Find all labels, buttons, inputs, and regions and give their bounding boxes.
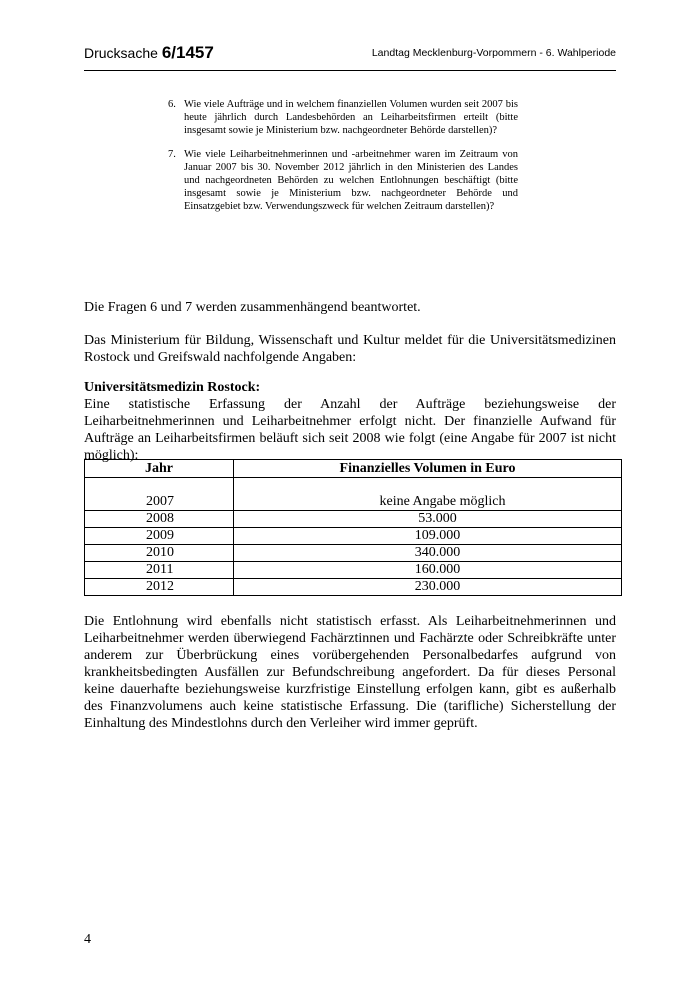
year-cell: 2012 <box>85 579 234 596</box>
question-text: Wie viele Aufträge und in welchem finanziellen Volumen wurden seit 2007 bis heute jährlich durch Landesbehörden an Leiharbeitsfirmen erteilt (bitte insgesamt sowie je Ministerium bzw. nachgeordneter Behörde darstellen)? <box>184 99 518 137</box>
year-cell: 2010 <box>85 545 234 562</box>
question-item <box>168 148 518 214</box>
financial-volume-table <box>84 459 622 596</box>
year-cell: 2009 <box>85 528 234 545</box>
amount-cell: 160.000 <box>234 562 622 579</box>
column-header-year: Jahr <box>85 460 234 478</box>
rostock-paragraph: Eine statistische Erfassung der Anzahl der Aufträge beziehungsweise der Leiharbeitnehmerinnen und Leiharbeitnehmer erfolgt nicht. Der finanzielle Aufwand für Aufträge an Leiharbeitsfirmen beläuft sich seit 2008 wie folgt (eine Angabe für 2007 ist nicht möglich): <box>84 397 616 463</box>
amount-cell: 340.000 <box>234 545 622 562</box>
question-text: Wie viele Leiharbeitnehmerinnen und -arbeitnehmer waren im Zeitraum von Januar 2007 bis 30. November 2012 jährlich in den Ministerien des Landes und nachgeordneten Behörden zu welchen Entlohnungen beschäftigt (bitte insgesamt sowie je Ministerium bzw. nachgeordneter Behörde und Einsatzgebiet bzw. Verwendungszweck für welchen Zeitraum darstellen)? <box>184 148 518 213</box>
page-header <box>84 40 616 71</box>
year-cell: 2008 <box>85 511 234 528</box>
table-row <box>85 545 622 562</box>
table-row <box>85 478 622 511</box>
rostock-section <box>84 379 616 464</box>
question-number: 7. <box>168 148 176 160</box>
document-reference <box>84 43 214 63</box>
table-header-row <box>85 460 622 478</box>
questions-block <box>168 98 518 214</box>
section-heading: Universitätsmedizin Rostock: <box>84 380 261 395</box>
amount-cell: 109.000 <box>234 528 622 545</box>
year-cell: 2007 <box>85 478 234 511</box>
table-row <box>85 511 622 528</box>
document-number: 6/1457 <box>161 43 214 62</box>
page-number: 4 <box>84 932 91 947</box>
closing-paragraph: Die Entlohnung wird ebenfalls nicht statistisch erfasst. Als Leiharbeitnehmerinnen und Leiharbeitnehmer werden überwiegend Fachärztinnen und Fachärzte oder Schreibkräfte unter anderem zur Überbrückung eines vorübergehenden Personalbedarfes aufgrund von krankheitsbedingten Ausfällen zur Befundschreibung angefordert. Da für dieses Personal keine dauerhafte beziehungsweise kurzfristige Einstellung erfolgen kann, gibt es außerhalb des Finanzvolumens auch keine statistische Erfassung. Die (tarifliche) Sicherstellung der Einhaltung des Mindestlohns durch den Verleiher wird immer geprüft. <box>84 614 616 731</box>
table-row <box>85 562 622 579</box>
document-label: Drucksache <box>84 45 162 61</box>
ministry-paragraph: Das Ministerium für Bildung, Wissenschaft und Kultur meldet für die Universitätsmedizinen Rostock und Greifswald nachfolgende Angaben: <box>84 333 616 365</box>
table-row <box>85 528 622 545</box>
parliament-label: Landtag Mecklenburg-Vorpommern - 6. Wahlperiode <box>371 47 616 59</box>
year-cell: 2011 <box>85 562 234 579</box>
question-number: 6. <box>168 99 176 110</box>
amount-cell: 230.000 <box>234 579 622 596</box>
table-row <box>85 579 622 596</box>
intro-paragraph: Die Fragen 6 und 7 werden zusammenhängend beantwortet. <box>84 300 421 315</box>
question-item <box>168 98 518 138</box>
amount-cell: keine Angabe möglich <box>234 478 622 511</box>
amount-cell: 53.000 <box>234 511 622 528</box>
column-header-volume: Finanzielles Volumen in Euro <box>234 460 622 478</box>
